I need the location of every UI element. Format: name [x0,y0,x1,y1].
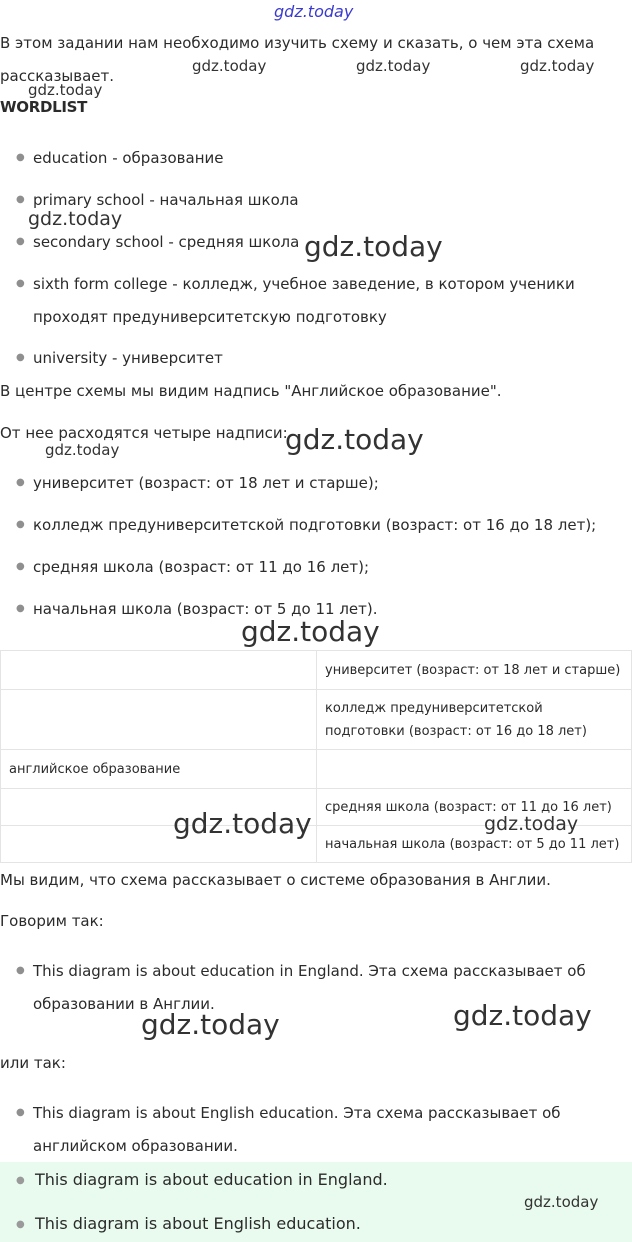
scheme-center: английское образование [1,750,317,789]
say-so: Говорим так: [0,912,104,930]
bullet-dot: ● [16,561,25,572]
bullet-dot: ● [16,965,25,976]
option-1-line-1: This diagram is about education in England. Эта схема рассказывает об [33,962,586,980]
intro-line-2: рассказывает. [0,67,115,85]
watermark: gdz.today [285,423,424,456]
scheme-secondary: средняя школа (возраст: от 11 до 16 лет) [317,789,632,826]
watermark: gdz.today [304,230,443,263]
option-2-line-2: английском образовании. [33,1137,238,1155]
bullet-dot: ● [16,519,25,530]
option-1-line-2: образовании в Англии. [33,995,215,1013]
bullet-dot: ● [16,1219,25,1230]
scheme-college-line-2: подготовки (возраст: от 16 до 18 лет) [325,723,587,739]
bullet-dot: ● [16,1107,25,1118]
bullet-dot: ● [16,152,25,163]
table-cell-empty [317,750,632,789]
table-row [1,690,632,750]
wordlist-item: university - университет [33,349,223,367]
bullet-dot: ● [16,194,25,205]
watermark: gdz.today [520,57,595,75]
bullet-dot: ● [16,603,25,614]
watermark-top: gdz.today [274,2,354,21]
watermark: gdz.today [28,208,123,230]
answer-item: This diagram is about education in England. [35,1170,388,1189]
wordlist-item: sixth form college - колледж, учебное заведение, в котором ученики [33,275,575,293]
watermark: gdz.today [524,1193,599,1211]
wordlist-item: education - образование [33,149,224,167]
watermark: gdz.today [453,999,592,1032]
wordlist-item: primary school - начальная школа [33,191,299,209]
wordlist-item: secondary school - средняя школа [33,233,300,251]
watermark: gdz.today [356,57,431,75]
table-row [1,750,632,789]
bullet-dot: ● [16,278,25,289]
watermark: gdz.today [45,441,120,459]
branches-intro: От нее расходятся четыре надписи: [0,424,288,442]
watermark: gdz.today [241,615,380,648]
branch-item: университет (возраст: от 18 лет и старше); [33,474,379,492]
bullet-dot: ● [16,477,25,488]
watermark: gdz.today [484,813,579,835]
intro-line-1: В этом задании нам необходимо изучить схему и сказать, о чем эта схема [0,34,595,52]
answer-item: This diagram is about English education. [35,1214,361,1233]
center-text: В центре схемы мы видим надпись "Английское образование". [0,382,502,400]
scheme-college [317,690,632,750]
bullet-dot: ● [16,1175,25,1186]
bullet-dot: ● [16,236,25,247]
wordlist-heading: WORDLIST [0,98,88,116]
table-row [1,651,632,690]
scheme-college-line-1: колледж предуниверситетской [325,700,543,716]
option-2-line-1: This diagram is about English education. Эта схема рассказывает об [33,1104,561,1122]
table-cell-empty [1,651,317,690]
bullet-dot: ● [16,352,25,363]
or-so: или так: [0,1054,66,1072]
wordlist-item-continued: проходят предуниверситетскую подготовку [33,308,387,326]
watermark: gdz.today [173,807,312,840]
watermark: gdz.today [141,1008,280,1041]
table-cell-empty [1,690,317,750]
scheme-university: университет (возраст: от 18 лет и старше) [317,651,632,690]
scheme-primary: начальная школа (возраст: от 5 до 11 лет) [317,826,632,863]
watermark: gdz.today [28,81,103,99]
watermark: gdz.today [192,57,267,75]
branch-item: средняя школа (возраст: от 11 до 16 лет); [33,558,370,576]
branch-item: начальная школа (возраст: от 5 до 11 лет). [33,600,378,618]
conclusion: Мы видим, что схема рассказывает о системе образования в Англии. [0,871,551,889]
branch-item: колледж предуниверситетской подготовки (возраст: от 16 до 18 лет); [33,516,597,534]
